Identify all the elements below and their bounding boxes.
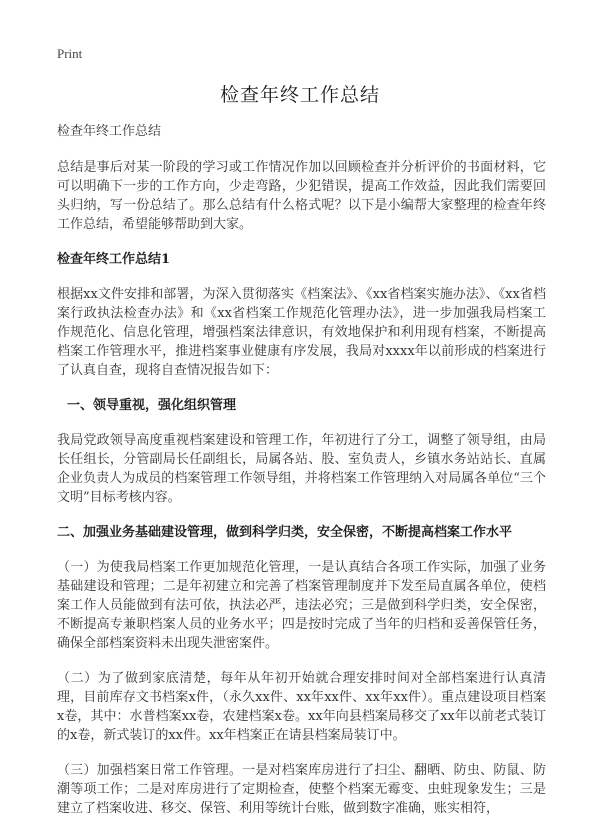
paragraph-inventory: （二）为了做到家底清楚，每年从年初开始就合理安排时间对全部档案进行认真清理，目前库存文书档案x件，（永久xx件、xx年xx件、xx年xx件）。重点建设项目档案x卷，其中：水普档案xx卷，农建档案x卷。xx年向县档案局移交了xx年以前老式装订的x卷，新式装订的xx件。xx年档案正在请县档案局装订中。	[57, 671, 546, 743]
subsection-heading-leadership: 一、领导重视，强化组织管理	[67, 398, 237, 413]
section-paragraph: 根据xx文件安排和部署，为深入贯彻落实《档案法》、《xx省档案实施办法》、《xx省档案行政执法检查办法》和《xx省档案工作规范化管理办法》，进一步加强我局档案工作规范化、信息化管理，增强档案法律意识，有效地保护和利用现有档案，不断提高档案工作管理水平，推进档案事业健康有序发展，我局对xxxx年以前形成的档案进行了认真自查，现将自查情况报告如下：	[57, 287, 546, 378]
paragraph-leadership: 我局党政领导高度重视档案建设和管理工作，年初进行了分工，调整了领导组，由局长任组长，分管副局长任副组长，局属各站、股、室负责人，乡镇水务站站长、直属企业负责人为成员的档案管理工作领导组，并将档案工作管理纳入对局属各单位“三个文明”目标考核内容。	[57, 433, 546, 505]
section-heading: 检查年终工作总结1	[57, 252, 171, 267]
paragraph-daily-management: （三）加强档案日常工作管理。一是对档案库房进行了扫尘、翻晒、防虫、防鼠、防潮等项工作；二是对库房进行了定期检查，使整个档案无霉变、虫蛀现象发生；三是建立了档案收进、移交、保管、利用等统计台账，做到数字准确，账实相符，	[57, 763, 546, 816]
paragraph-standardization: （一）为使我局档案工作更加规范化管理，一是认真结合各项工作实际，加强了业务基础建设和管理；二是年初建立和完善了档案管理制度并下发至局直属各单位，使档案工作人员能做到有法可依，执法必严，违法必究；三是做到科学归类，安全保密，不断提高专兼职档案人员的业务水平；四是按时完成了当年的归档和妥善保管任务，确保全部档案资料未出现失泄密案件。	[57, 560, 546, 651]
subsection-heading-infrastructure: 二、加强业务基础建设管理，做到科学归类，安全保密，不断提高档案工作水平	[57, 525, 513, 540]
page-title: 检查年终工作总结	[219, 84, 380, 106]
print-label[interactable]: Print	[57, 46, 83, 61]
document-body	[57, 122, 546, 834]
intro-paragraph: 总结是事后对某一阶段的学习或工作情况作加以回顾检查并分析评价的书面材料，它可以明确下一步的工作方向，少走弯路，少犯错误，提高工作效益，因此我们需要回头归纳，写一份总结了。那么总结有什么格式呢？以下是小编帮大家整理的检查年终工作总结，希望能够帮助到大家。	[57, 160, 546, 232]
document-subtitle: 检查年终工作总结	[57, 124, 162, 139]
